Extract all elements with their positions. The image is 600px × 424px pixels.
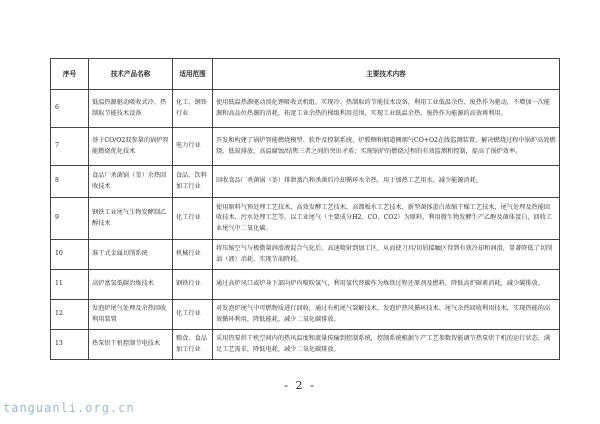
row-index: 10 [51, 240, 89, 270]
row-content: 开发和构建了锅炉智能燃烧模型、软件及控制系统，炉膛侧和烟道侧烟气CO+O2在线监测装置，解决燃烧过程中锅炉高效燃烧、低氮排放、高温腐蚀/结焦三者之间的突出矛盾；实现锅炉的燃烧过程的有效监测和控制，提高了锅炉效率。 [213, 128, 560, 166]
row-name: 准干式金属切削系统 [89, 240, 173, 270]
header-index: 序号 [51, 59, 89, 90]
row-scope: 钢铁行业 [173, 270, 213, 300]
row-scope: 机械行业 [173, 240, 213, 270]
row-name: 发泡炉尾气处理及余热回收利用装置 [89, 300, 173, 330]
table-row [51, 90, 560, 128]
row-name: 食品厂杀菌锅（釜）余热回收技术 [89, 166, 173, 198]
row-content: 将压缩空气与极微量润滑液混合气化后，高速喷射到加工区，从而使刀具/切屑接触区得到有效冷却和润滑，显著降低了切削油（液）消耗，实现节油降耗。 [213, 240, 560, 270]
row-content: 对发泡炉尾气中可燃物质进行回收，通过有机尾气裂解技术、发泡炉热风循环技术、尾气余热回收利用技术，实现热能的高效循环利用，降低能耗，减少二氧化碳排放。 [213, 300, 560, 330]
row-name: 钢铁工业尾气生物发酵制乙醇技术 [89, 198, 173, 240]
row-content: 通过高炉风口或炉身下部向炉内喷吹氢气，利用氢代替碳作为炼铁过程还原剂及燃料，降低高炉碳素消耗，减少碳排放。 [213, 270, 560, 300]
table-row [51, 300, 560, 330]
row-content: 使用原料气预处理工艺技术、高效发酵工艺技术、高馏板水工艺技术、新型菌体蛋白浓缩干燥工艺技术、尾气处理及热能回收技术、污水处理工艺等，以工业尾气（主要成分H2、CO、CO2）为原料，利用微生物发酵生产乙醇及菌体蛋白，回收工业尾气中二氧化碳。 [213, 198, 560, 240]
header-name: 技术产品名称 [89, 59, 173, 90]
header-content: 主要技术内容 [213, 59, 560, 90]
row-index: 12 [51, 300, 89, 330]
table-row [51, 128, 560, 166]
table-row [51, 198, 560, 240]
row-content: 回收食品厂杀菌锅（釜）排泄蒸汽和杀菌后冷却循环水余热，用于加热工艺用水，减少能源消耗。 [213, 166, 560, 198]
row-scope: 粮食、食品加工行业 [173, 330, 213, 360]
watermark-text: tanguanli.org.cn [3, 401, 135, 415]
row-name: 基于CO/O2双参量的锅炉智能燃烧优化技术 [89, 128, 173, 166]
header-scope: 适用范围 [173, 59, 213, 90]
row-index: 11 [51, 270, 89, 300]
technology-table [50, 58, 560, 360]
row-scope: 电力行业 [173, 128, 213, 166]
table-row [51, 330, 560, 360]
row-scope: 化工行业 [173, 300, 213, 330]
row-index: 6 [51, 90, 89, 128]
row-name: 低温热源驱动吸收式冷、热制取节能技术设备 [89, 90, 173, 128]
table-row [51, 166, 560, 198]
row-index: 9 [51, 198, 89, 240]
row-content: 采用热泵烘干机空间内的热风温度和流量传输到控制系统，控制系统根据生产工艺参数智能调节热泵烘干机的运行状态，满足工艺需求，降低电耗，减少二氧化碳排放。 [213, 330, 560, 360]
row-scope: 食品、饮料加工行业 [173, 166, 213, 198]
row-name: 高炉富氢低碳冶炼技术 [89, 270, 173, 300]
row-name: 热泵烘干机控制节电技术 [89, 330, 173, 360]
table-row [51, 240, 560, 270]
row-index: 7 [51, 128, 89, 166]
table-row [51, 270, 560, 300]
row-scope: 化工、钢铁行业 [173, 90, 213, 128]
row-content: 使用低温热源驱动溴化锂吸收式机组，实现冷、热制取的节能技术设备，利用工业低温余热、废热作为驱动，不增加一次能源和高品位热源的消耗，拓宽工业余热的梯级利用范围，实现工业低温余热、废热作为能源的高效再利用。 [213, 90, 560, 128]
page-number: - 2 - [284, 379, 316, 392]
row-scope: 化工行业 [173, 198, 213, 240]
table-header-row [51, 59, 560, 90]
row-index: 13 [51, 330, 89, 360]
row-index: 8 [51, 166, 89, 198]
